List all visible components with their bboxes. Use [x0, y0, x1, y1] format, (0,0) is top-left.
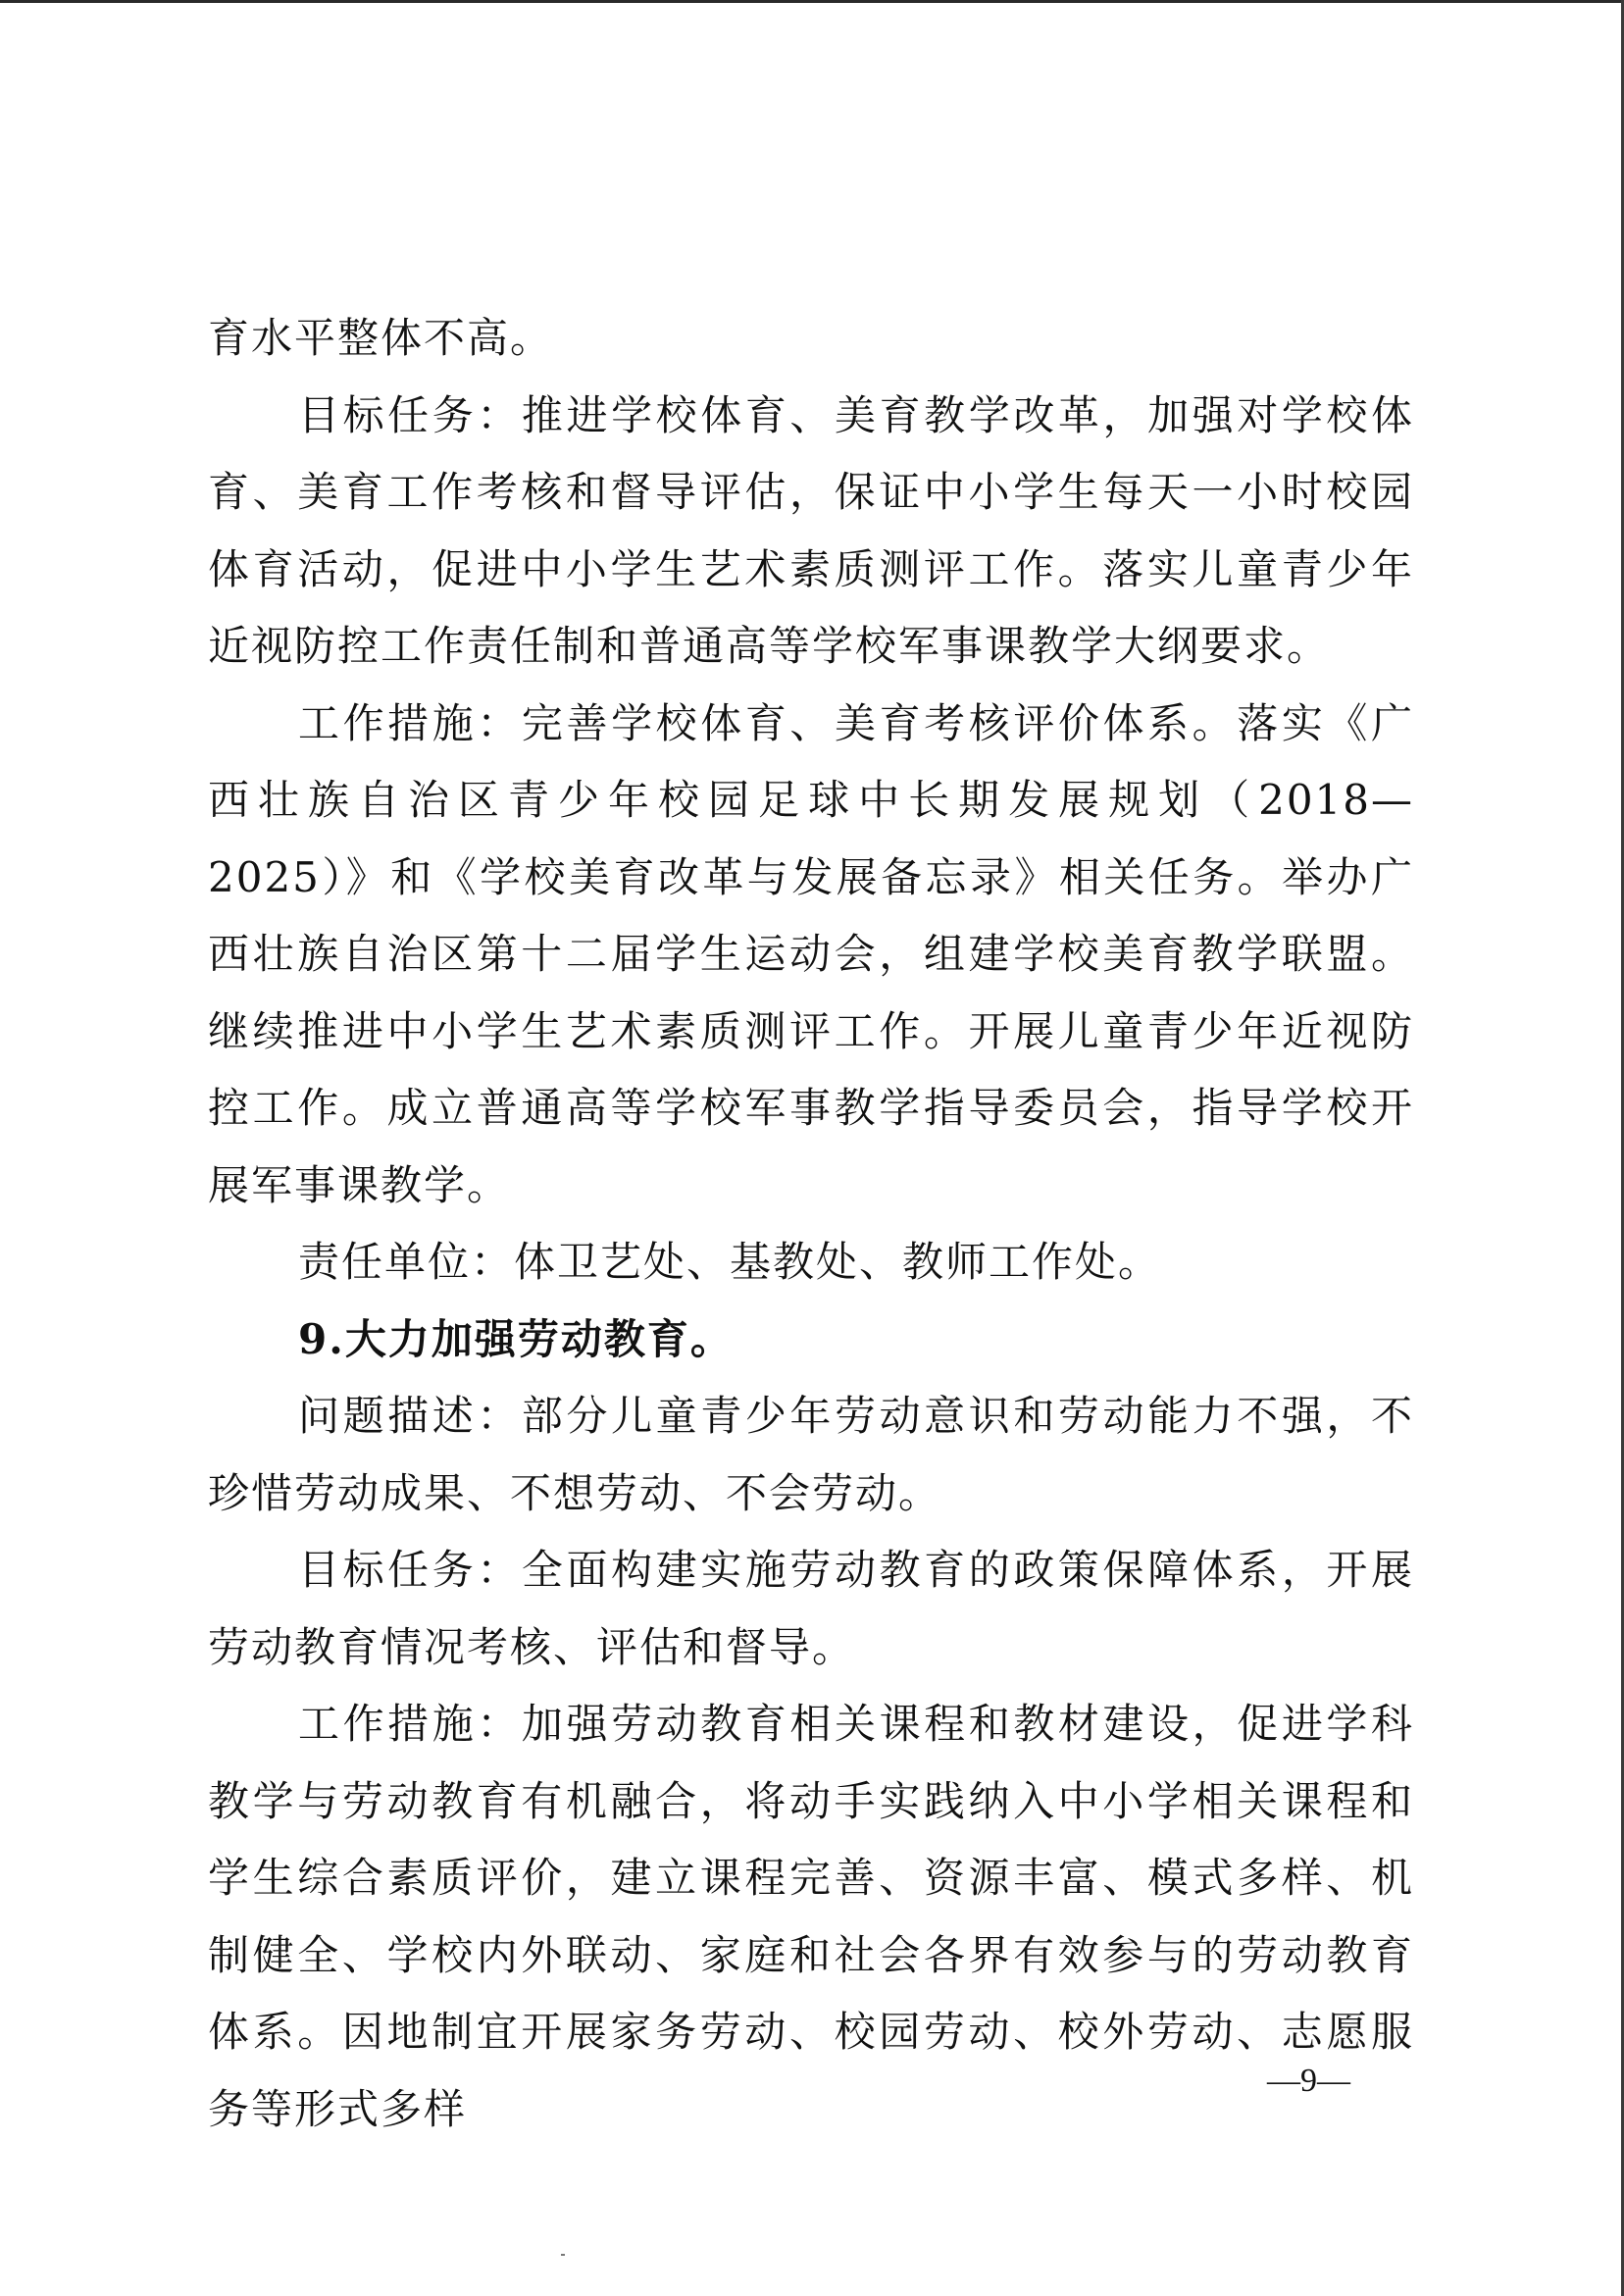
- paragraph-responsible-units: 责任单位：体卫艺处、基教处、教师工作处。: [298, 1238, 1162, 1286]
- page-number: —9—: [1267, 2063, 1350, 2099]
- scan-edge-top: [0, 0, 1624, 3]
- paragraph-problem-description: 问题描述：部分儿童青少年劳动意识和劳动能力不强，不珍惜劳动成果、不想劳动、不会劳动。: [208, 1392, 1414, 1517]
- paragraph-target-tasks-labor: 目标任务：全面构建实施劳动教育的政策保障体系，开展劳动教育情况考核、评估和督导。: [208, 1546, 1414, 1671]
- paragraph-work-measures-sports-arts: 工作措施：完善学校体育、美育考核评价体系。落实《广西壮族自治区青少年校园足球中长期发展规划（2018—2025）》和《学校美育改革与发展备忘录》相关任务。举办广西壮族自治区第十二届学生运动会，组建学校美育教学联盟。继续推进中小学生艺术素质测评工作。开展儿童青少年近视防控工作。成立普通高等学校军事教学指导委员会，指导学校开展军事课教学。: [208, 698, 1414, 1209]
- document-page-body: [208, 300, 1414, 2148]
- paragraph-target-tasks-sports-arts: 目标任务：推进学校体育、美育教学改革，加强对学校体育、美育工作考核和督导评估，保证中小学生每天一小时校园体育活动，促进中小学生艺术素质测评工作。落实儿童青少年近视防控工作责任制和普通高等学校军事课教学大纲要求。: [208, 390, 1414, 670]
- paragraph-work-measures-labor: 工作措施：加强劳动教育相关课程和教材建设，促进学科教学与劳动教育有机融合，将动手实践纳入中小学相关课程和学生综合素质评价，建立课程完善、资源丰富、模式多样、机制健全、学校内外联动、家庭和社会各界有效参与的劳动教育体系。因地制宜开展家务劳动、校园劳动、校外劳动、志愿服务等形式多样: [208, 1700, 1414, 2133]
- section-heading-labor-education: 9.大力加强劳动教育。: [298, 1314, 734, 1363]
- paragraph-continuation: 育水平整体不高。: [208, 314, 554, 362]
- scan-speck: [561, 2254, 565, 2256]
